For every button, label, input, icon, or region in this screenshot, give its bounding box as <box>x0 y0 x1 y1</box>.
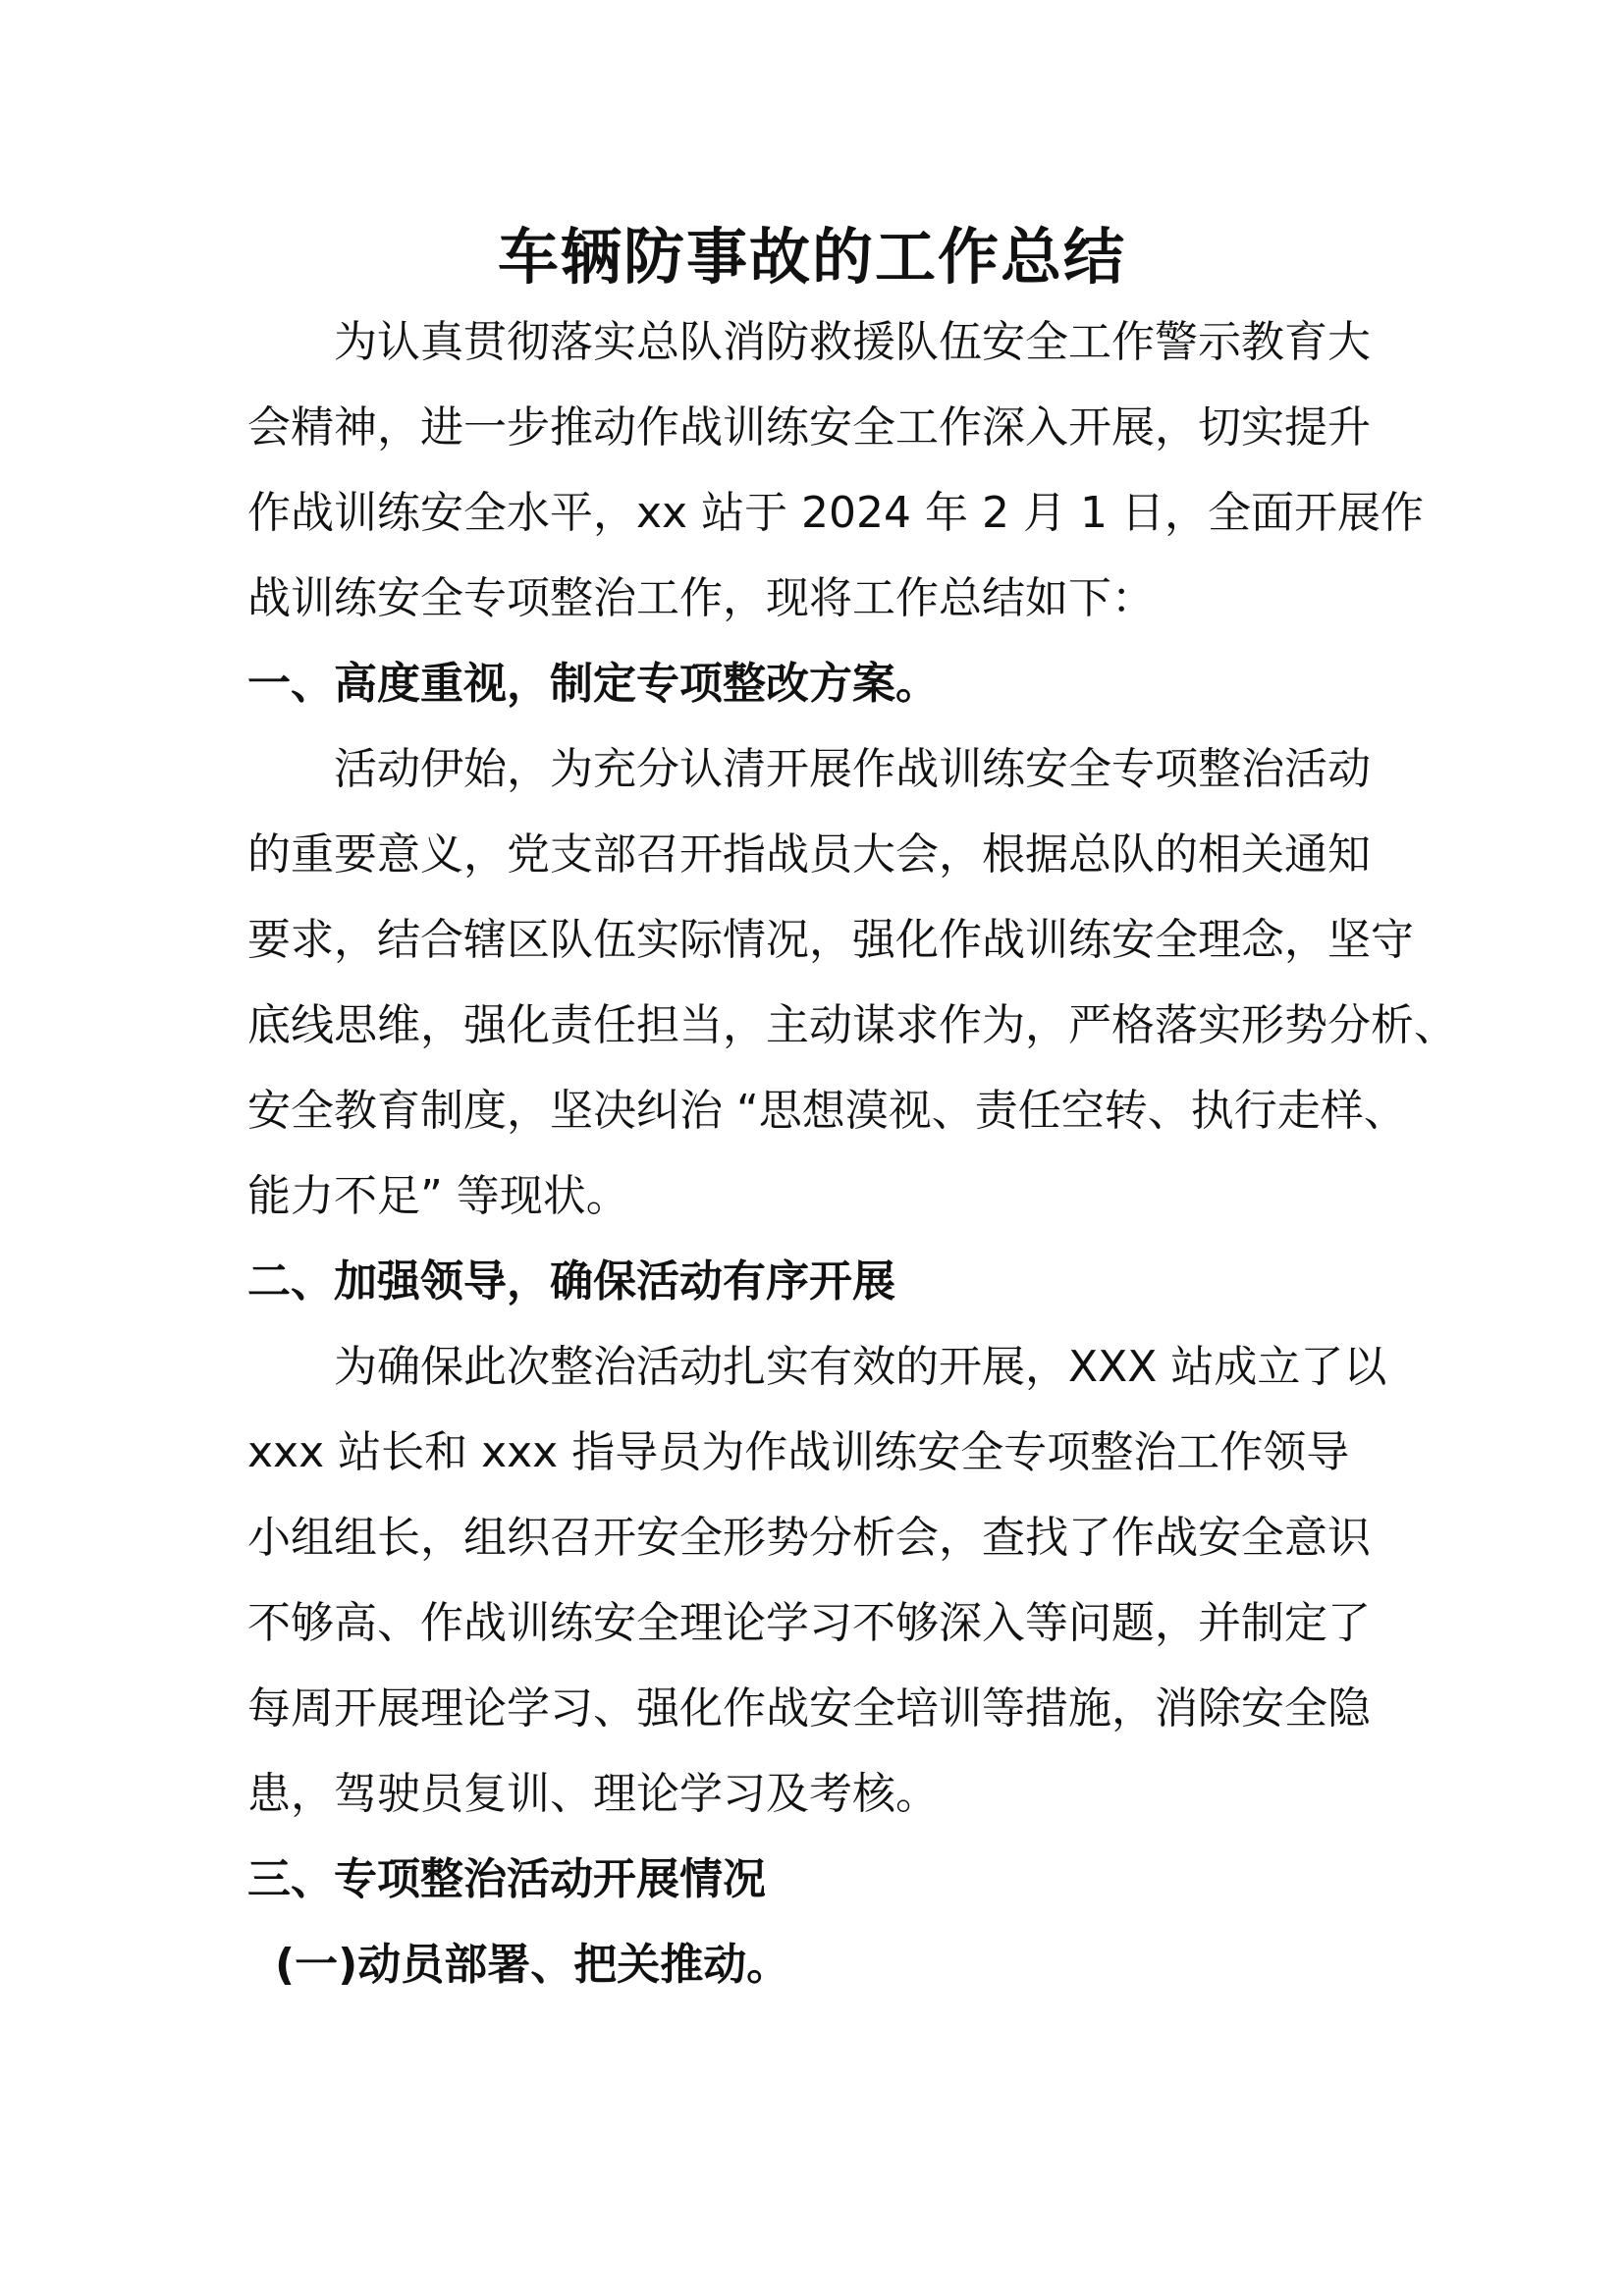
section-1-paragraph-line: 底线思维，强化责任担当，主动谋求作为，严格落实形势分析、 <box>247 1000 1457 1050</box>
section-2-paragraph-line: 患，驾驶员复训、理论学习及考核。 <box>247 1769 939 1819</box>
section-2-paragraph-line: 为确保此次整治活动扎实有效的开展，XXX 站成立了以 <box>334 1342 1387 1392</box>
section-2-paragraph-line: 不够高、作战训练安全理论学习不够深入等问题，并制定了 <box>247 1598 1371 1648</box>
section-2-paragraph-line: 每周开展理论学习、强化作战安全培训等措施，消除安全隐 <box>247 1683 1371 1734</box>
section-3-heading: 三、专项整治活动开展情况 <box>247 1854 766 1904</box>
intro-paragraph-line: 为认真贯彻落实总队消防救援队伍安全工作警示教育大 <box>334 317 1371 367</box>
document-title: 车辆防事故的工作总结 <box>497 221 1126 293</box>
intro-paragraph-line: 会精神，进一步推动作战训练安全工作深入开展，切实提升 <box>247 402 1371 453</box>
section-1-paragraph-line: 能力不足” 等现状。 <box>247 1171 629 1221</box>
document-body <box>247 299 1457 2007</box>
intro-paragraph-line: 作战训练安全水平，xx 站于 2024 年 2 月 1 日，全面开展作 <box>247 488 1424 538</box>
section-1-heading: 一、高度重视，制定专项整改方案。 <box>247 659 939 709</box>
section-1-paragraph-line: 要求，结合辖区队伍实际情况，强化作战训练安全理念，坚守 <box>247 915 1414 965</box>
section-1-paragraph-line: 安全教育制度，坚决纠治 “思想漠视、责任空转、执行走样、 <box>247 1086 1407 1136</box>
intro-paragraph-line: 战训练安全专项整治工作，现将工作总结如下： <box>247 573 1155 623</box>
section-2-heading: 二、加强领导，确保活动有序开展 <box>247 1256 895 1307</box>
section-1-paragraph-line: 的重要意义，党支部召开指战员大会，根据总队的相关通知 <box>247 829 1371 880</box>
section-3-subheading: (一)动员部署、把关推动。 <box>275 1940 790 1990</box>
section-2-paragraph-line: 小组组长，组织召开安全形势分析会，查找了作战安全意识 <box>247 1513 1371 1563</box>
section-1-paragraph-line: 活动伊始，为充分认清开展作战训练安全专项整治活动 <box>334 744 1371 794</box>
section-2-paragraph-line: xxx 站长和 xxx 指导员为作战训练安全专项整治工作领导 <box>247 1427 1350 1477</box>
